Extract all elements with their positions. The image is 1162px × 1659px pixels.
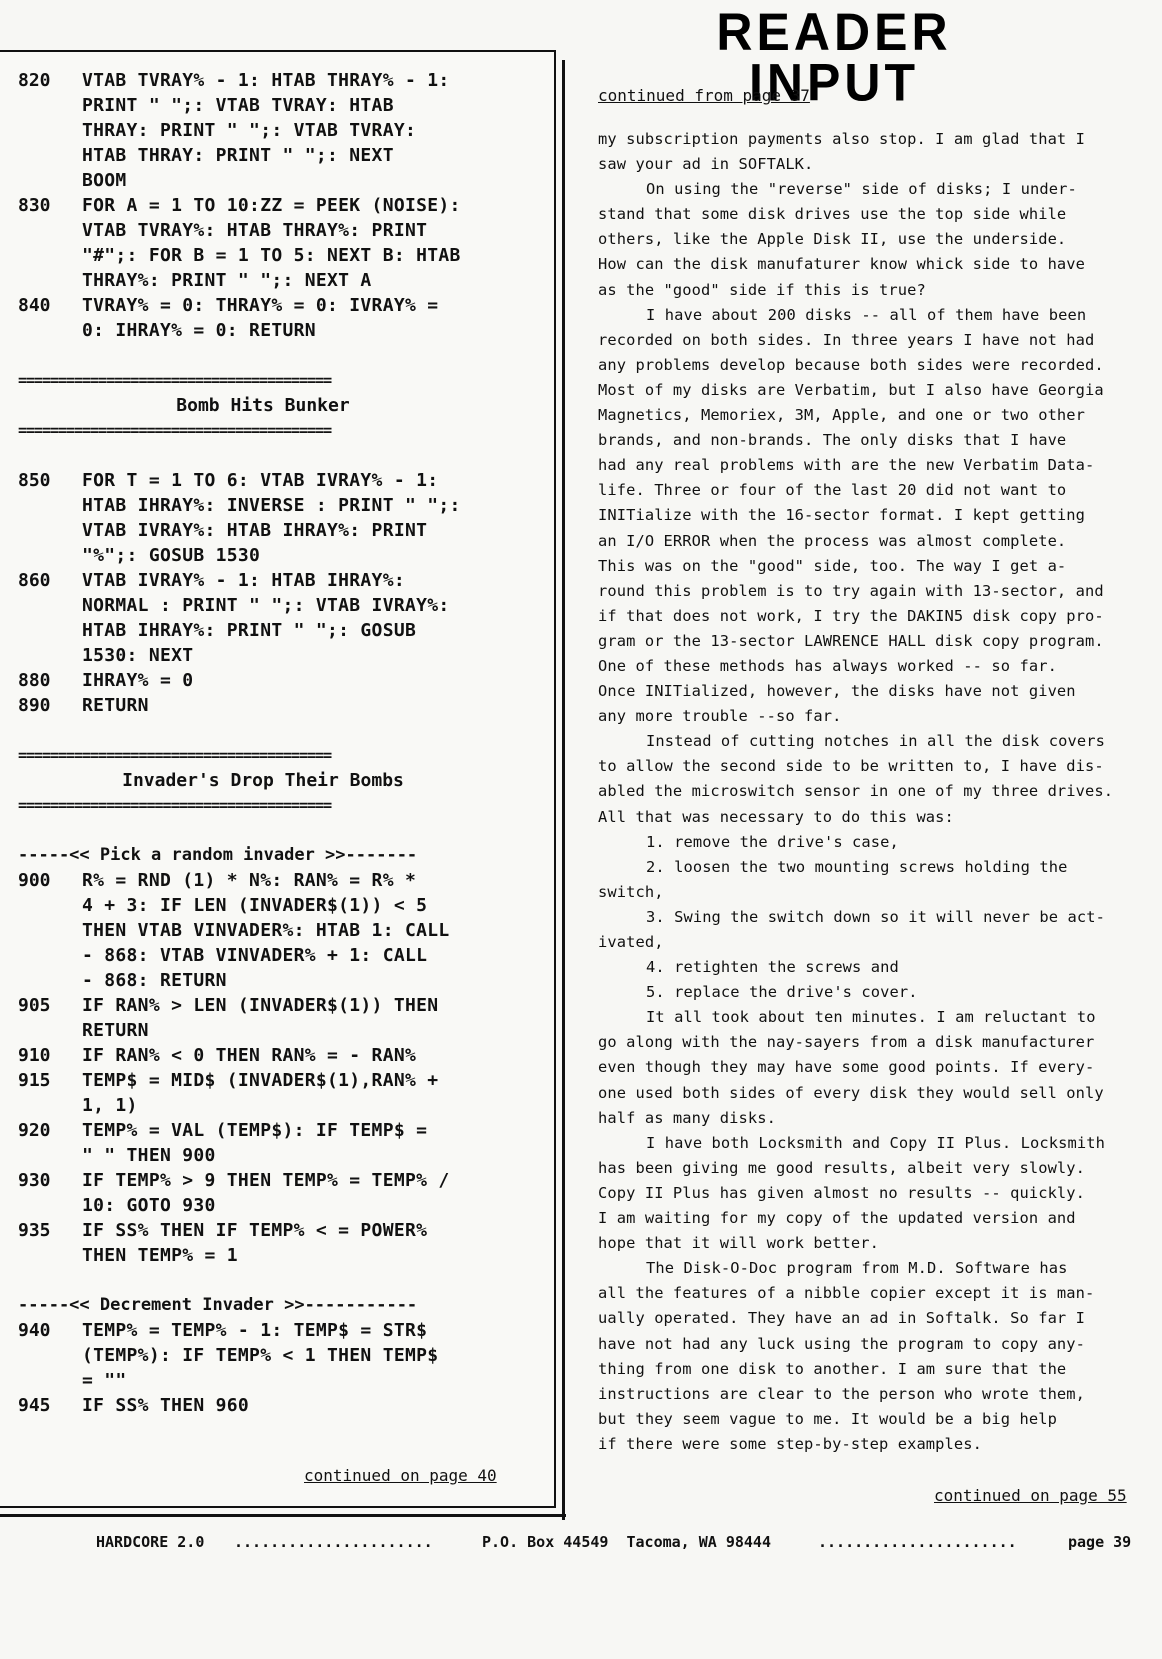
code-text: VTAB IVRAY% - 1: HTAB IHRAY%: NORMAL : PRINT " ";: VTAB IVRAY%: HTAB IHRAY%: PRINT " ";: GOSUB 1530: NEXT <box>82 570 450 666</box>
line-number: 890 <box>18 695 51 716</box>
subheading-pick-random-invader: -----<< Pick a random invader >>------- <box>18 845 418 865</box>
letter-paragraph: The Disk-O-Doc program from M.D. Software has all the features of a nibble copier except it is man- ually operated. They have an ad in Softalk. So far I have not had any luck using the program to copy any- thing from one disk to another. I am sure that the instructions are clear to the person who wrote them, but they seem vague to me. It would be a big help if there were some step-by-step examples. <box>598 1259 1095 1453</box>
code-text: IF RAN% > LEN (INVADER$(1)) THEN RETURN <box>82 995 439 1041</box>
footer-leader-dots: ...................... <box>818 1533 1017 1551</box>
letter-list-item: 1. remove the drive's case, <box>646 832 899 851</box>
line-number: 820 <box>18 70 51 91</box>
line-number: 910 <box>18 1045 51 1066</box>
code-line <box>18 1393 518 1418</box>
code-text: TVRAY% = 0: THRAY% = 0: IVRAY% = 0: IHRAY% = 0: RETURN <box>82 295 439 341</box>
separator-line: ======================================= <box>18 371 332 389</box>
reader-letter <box>598 127 1146 1457</box>
line-number: 850 <box>18 470 51 491</box>
listing-group-1 <box>18 68 518 343</box>
line-number: 880 <box>18 670 51 691</box>
code-text: TEMP$ = MID$ (INVADER$(1),RAN% + 1, 1) <box>82 1070 439 1116</box>
code-line <box>18 1168 518 1218</box>
line-number: 900 <box>18 870 51 891</box>
letter-paragraph: Instead of cutting notches in all the disk covers to allow the second side to be written to, I have dis- abled the microswitch sensor in one of my three drives. All that was necessary to do this was: <box>598 732 1114 826</box>
code-text: IF RAN% < 0 THEN RAN% = - RAN% <box>82 1045 417 1066</box>
line-number: 945 <box>18 1395 51 1416</box>
code-line <box>18 293 518 343</box>
code-line <box>18 868 518 993</box>
code-line <box>18 68 518 193</box>
code-text: R% = RND (1) * N%: RAN% = R% * 4 + 3: IF LEN (INVADER$(1)) < 5 THEN VTAB VINVADER%: HTAB 1: CALL - 868: VTAB VINVADER% + 1: CALL - 868: RETURN <box>82 870 450 991</box>
code-line <box>18 1318 518 1393</box>
code-text: VTAB TVRAY% - 1: HTAB THRAY% - 1: PRINT " ";: VTAB TVRAY: HTAB THRAY: PRINT " ";: VTAB TVRAY: HTAB THRAY: PRINT " ";: NEXT BOOM <box>82 70 450 191</box>
line-number: 830 <box>18 195 51 216</box>
line-number: 915 <box>18 1070 51 1091</box>
listing-group-2 <box>18 468 518 718</box>
code-line <box>18 1118 518 1168</box>
letter-paragraph: I have about 200 disks -- all of them have been recorded on both sides. In three years I have not had any problems develop because both sides were recorded. Most of my disks are Verbatim, but I also have Georgia Magnetics, Memoriex, 3M, Apple, and one or two other brands, and non-brands. The only disks that I have had any real problems with are the new Verbatim Data- life. Three or four of the last 20 did not want to INITialize with the 16-sector format. I kept getting an I/O ERROR when the process was almost complete. This was on the "good" side, too. The way I get a- round this problem is to try again with 13-sector, and if that does not work, I try the DAKIN5 disk copy pro- gram or the 13-sector LAWRENCE HALL disk copy program. One of these methods has always worked -- so far. Once INITialized, however, the disks have not given any more trouble --so far. <box>598 305 1104 726</box>
subheading-decrement-invader: -----<< Decrement Invader >>----------- <box>18 1295 418 1315</box>
code-text: IF SS% THEN 960 <box>82 1395 250 1416</box>
code-line <box>18 468 518 568</box>
listing-group-3 <box>18 868 518 1268</box>
line-number: 930 <box>18 1170 51 1191</box>
program-listing <box>18 68 518 1418</box>
listing-continued-note: continued on page 40 <box>304 1466 497 1485</box>
line-number: 920 <box>18 1120 51 1141</box>
code-text: TEMP% = VAL (TEMP$): IF TEMP$ = " " THEN 900 <box>82 1120 428 1166</box>
page-footer <box>96 1533 1140 1659</box>
code-text: IF TEMP% > 9 THEN TEMP% = TEMP% / 10: GOTO 930 <box>82 1170 450 1216</box>
footer-leader-dots: ...................... <box>234 1533 433 1551</box>
letter-list-item: 3. Swing the switch down so it will never be act- ivated, <box>598 907 1105 951</box>
code-line <box>18 193 518 293</box>
code-line <box>18 1218 518 1268</box>
separator-line: ======================================= <box>18 421 332 439</box>
continued-from-note: continued from page 37 <box>598 86 810 105</box>
code-text: RETURN <box>82 695 149 716</box>
letter-paragraph: On using the "reverse" side of disks; I under- stand that some disk drives use the top side while others, like the Apple Disk II, use the underside. How can the disk manufaturer know whick side to have as the "good" side if this is true? <box>598 180 1086 299</box>
code-line <box>18 668 518 693</box>
listing-box-shadow-bottom <box>0 1514 566 1517</box>
letter-paragraph: my subscription payments also stop. I am glad that I saw your ad in SOFTALK. <box>598 130 1086 174</box>
line-number: 940 <box>18 1320 51 1341</box>
code-line <box>18 1043 518 1068</box>
continued-on-note: continued on page 55 <box>934 1486 1127 1505</box>
letter-list-item: 4. retighten the screws and <box>646 958 899 977</box>
code-text: IHRAY% = 0 <box>82 670 194 691</box>
code-text: TEMP% = TEMP% - 1: TEMP$ = STR$ (TEMP%): IF TEMP% < 1 THEN TEMP$ = "" <box>82 1320 439 1391</box>
footer-magazine-title: HARDCORE 2.0 <box>96 1533 205 1551</box>
reader-input-masthead: READER INPUT <box>716 2 952 112</box>
code-text: IF SS% THEN IF TEMP% < = POWER% THEN TEMP% = 1 <box>82 1220 428 1266</box>
code-line <box>18 993 518 1043</box>
section-heading-invaders-drop-bombs: Invader's Drop Their Bombs <box>122 770 404 791</box>
code-line <box>18 568 518 668</box>
code-text: FOR T = 1 TO 6: VTAB IVRAY% - 1: HTAB IHRAY%: INVERSE : PRINT " ";: VTAB IVRAY%: HTAB IHRAY%: PRINT "%";: GOSUB 1530 <box>82 470 461 566</box>
line-number: 840 <box>18 295 51 316</box>
letter-list-item: 5. replace the drive's cover. <box>646 983 918 1002</box>
line-number: 935 <box>18 1220 51 1241</box>
letter-list-item: 2. loosen the two mounting screws holding the switch, <box>598 857 1068 901</box>
letter-paragraph: I have both Locksmith and Copy II Plus. Locksmith has been giving me good results, albeit very slowly. Copy II Plus has given almost no results -- quickly. I am waiting for my copy of the updated version and hope that it will work better. <box>598 1133 1105 1253</box>
code-line <box>18 693 518 718</box>
listing-box-shadow-right <box>562 60 565 1520</box>
code-line <box>18 1068 518 1118</box>
footer-page-number: page 39 <box>1068 1533 1132 1551</box>
code-text: FOR A = 1 TO 10:ZZ = PEEK (NOISE): VTAB TVRAY%: HTAB THRAY%: PRINT "#";: FOR B = 1 TO 5: NEXT B: HTAB THRAY%: PRINT " ";: NEXT A <box>82 195 461 291</box>
separator-line: ======================================= <box>18 796 332 814</box>
separator-line: ======================================= <box>18 746 332 764</box>
listing-group-4 <box>18 1318 518 1418</box>
footer-address: P.O. Box 44549 Tacoma, WA 98444 <box>482 1533 771 1551</box>
letter-paragraph: It all took about ten minutes. I am reluctant to go along with the nay-sayers from a disk manufacturer even though they may have some good points. If every- one used both sides of every disk they would sell only half as many disks. <box>598 1008 1104 1127</box>
line-number: 860 <box>18 570 51 591</box>
line-number: 905 <box>18 995 51 1016</box>
section-heading-bomb-hits-bunker: Bomb Hits Bunker <box>176 395 350 416</box>
